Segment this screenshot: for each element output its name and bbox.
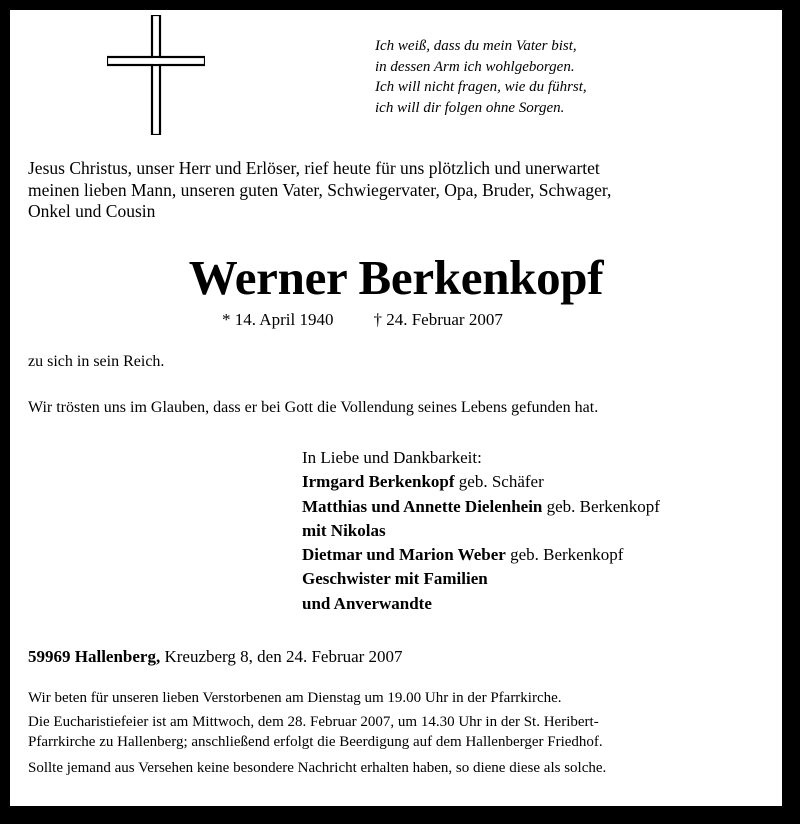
prayer-note: Wir beten für unseren lieben Verstorbenen am Dienstag um 19.00 Uhr in der Pfarrkirche. (28, 690, 562, 706)
intro-line: meinen lieben Mann, unseren guten Vater, Schwiegervater, Opa, Bruder, Schwager, (28, 179, 612, 200)
poem-line: ich will dir folgen ohne Sorgen. (375, 99, 565, 116)
mourner-entry (302, 543, 772, 567)
mourner-name: Geschwister mit Familien (302, 569, 488, 589)
obituary-notice (10, 10, 782, 806)
mourner-name: Irmgard Berkenkopf (302, 472, 455, 492)
address-place: 59969 Hallenberg, (28, 647, 161, 666)
poem-line: Ich weiß, dass du mein Vater bist, (375, 38, 577, 54)
mourner-name: mit Nikolas (302, 520, 386, 540)
mourner-entry (302, 567, 772, 591)
poem-verse (375, 36, 765, 118)
mourner-entry (302, 519, 772, 543)
service-notes (28, 688, 778, 778)
life-dates (222, 310, 503, 330)
address-line (28, 646, 403, 668)
mourner-note: geb. Berkenkopf (505, 545, 624, 565)
mourner-name: Matthias und Annette Dielenhein (302, 496, 543, 516)
mourners-heading: In Liebe und Dankbarkeit: (302, 448, 482, 467)
intro-text (28, 158, 778, 223)
intro-line: Onkel und Cousin (28, 201, 156, 221)
deceased-name: Werner Berkenkopf (188, 250, 604, 305)
mass-note-line: Pfarrkirche zu Hallenberg; anschließend erfolgt die Beerdigung auf dem Hallenberger Friedhof. (28, 734, 603, 750)
death-date: † 24. Februar 2007 (373, 310, 503, 329)
mourners-list (302, 446, 772, 616)
cross-icon (107, 15, 205, 135)
mass-note-line: Die Eucharistiefeier ist am Mittwoch, dem 28. Februar 2007, um 14.30 Uhr in der St. Heribert- (28, 714, 599, 730)
mourner-entry (302, 470, 772, 494)
mourner-note: geb. Schäfer (454, 472, 544, 492)
intro-line: Jesus Christus, unser Herr und Erlöser, rief heute für uns plötzlich und unerwartet (28, 158, 600, 178)
mourner-name: und Anverwandte (302, 593, 432, 613)
mourner-entry (302, 592, 772, 616)
mourner-name: Dietmar und Marion Weber (302, 545, 506, 565)
notice-note: Sollte jemand aus Versehen keine besondere Nachricht erhalten haben, so diene diese als solche. (28, 760, 607, 776)
poem-line: Ich will nicht fragen, wie du führst, (375, 79, 587, 95)
faith-text: Wir trösten uns im Glauben, dass er bei Gott die Vollendung seines Lebens gefunden hat. (28, 399, 599, 416)
mourner-entry (302, 495, 772, 519)
mourner-note: geb. Berkenkopf (542, 496, 660, 516)
address-rest: Kreuzberg 8, den 24. Februar 2007 (160, 647, 403, 666)
reich-text: zu sich in sein Reich. (28, 353, 165, 370)
poem-line: in dessen Arm ich wohlgeborgen. (375, 58, 575, 75)
birth-date: * 14. April 1940 (222, 310, 334, 329)
